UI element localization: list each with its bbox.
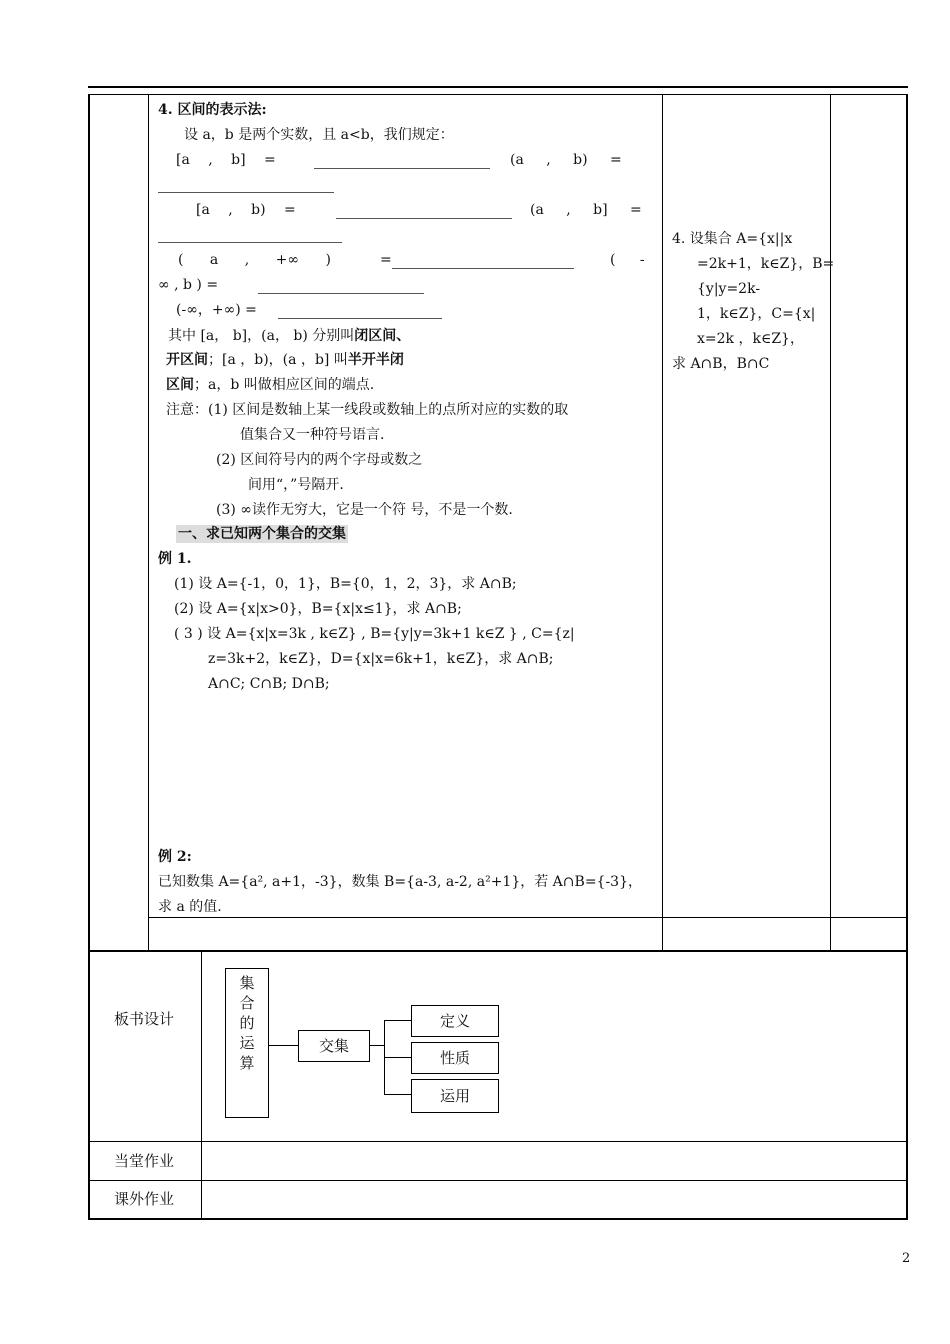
row-divider-extra — [88, 1180, 908, 1181]
label-col-divider — [201, 950, 202, 1220]
col-divider-2 — [662, 94, 663, 950]
board-mid-text: 交集 — [318, 1037, 349, 1055]
answer-blank — [336, 206, 512, 219]
answer-blank — [258, 281, 424, 294]
note-1b: 值集合又一种符号语言. — [240, 427, 385, 443]
interval-desc-3 — [166, 376, 374, 394]
homework-extra-label: 课外作业 — [114, 1190, 175, 1208]
row-divider-sub — [148, 917, 906, 918]
connector — [369, 1045, 385, 1046]
table-border-top — [88, 94, 908, 95]
note-2a: (2) 区间符号内的两个字母或数之 — [216, 452, 423, 468]
board-leaf-text: 定义 — [439, 1012, 470, 1030]
side-question-l5: x=2k ，k∈Z}， — [697, 331, 804, 347]
row-divider-board — [88, 950, 908, 952]
example2-label: 例 2: — [158, 849, 192, 865]
row-divider-class — [88, 1141, 908, 1142]
term-interval: 区间 — [166, 377, 194, 393]
answer-blank — [392, 256, 574, 269]
desc-text: ；[a ，b)，(a ，b] 叫 — [208, 352, 348, 368]
board-leaf-text: 性质 — [439, 1049, 470, 1067]
note-1a: 注意：(1) 区间是数轴上某一线段或数轴上的点所对应的实数的取 — [166, 402, 569, 418]
example1-q2: (2) 设 A={x|x>0}，B={x|x≤1}，求 A∩B; — [174, 601, 462, 617]
interval-intro: 设 a，b 是两个实数，且 a<b，我们规定： — [184, 127, 454, 143]
board-leaf-property — [411, 1042, 499, 1074]
homework-class-label: 当堂作业 — [114, 1152, 175, 1170]
interval-desc-1 — [168, 327, 410, 345]
notation-a-inf: ( a , +∞ ) — [178, 252, 331, 268]
desc-text: ；a，b 叫做相应区间的端点. — [194, 377, 375, 393]
example2-question-end: 求 a 的值. — [158, 899, 222, 915]
interval-desc-2 — [166, 351, 404, 369]
connector — [384, 1094, 411, 1095]
table-border-right — [906, 94, 908, 1220]
connector — [384, 1020, 411, 1021]
example1-q3b: z=3k+2，k∈Z}，D={x|x=6k+1，k∈Z}，求 A∩B; — [208, 651, 554, 667]
notation-inf-b-start: ( - — [610, 252, 645, 268]
example1-q1: (1) 设 A={-1，0，1}，B={0，1，2，3}，求 A∩B; — [174, 576, 517, 592]
example1-q3a: ( 3 ) 设 A={x|x=3k , k∈Z} , B={y|y=3k+1 k∈Z } , C={z| — [174, 626, 575, 642]
board-root-box — [225, 968, 269, 1118]
answer-blank — [158, 230, 342, 243]
board-leaf-text: 运用 — [439, 1087, 470, 1105]
board-mid-box — [298, 1030, 370, 1062]
notation-closed: [a , b] = — [176, 152, 276, 168]
note-3: (3) ∞读作无穷大，它是一个符 号，不是一个数. — [216, 502, 513, 518]
table-border-bottom — [88, 1218, 908, 1220]
section-title: 一、求已知两个集合的交集 — [178, 526, 346, 542]
notation-left-closed: [a , b) = — [196, 202, 296, 218]
example1-label: 例 1. — [158, 551, 192, 567]
col-divider-3 — [830, 94, 831, 950]
col-divider-1 — [148, 94, 149, 950]
note-2b: 间用“，”号隔开. — [248, 477, 344, 493]
connector — [268, 1045, 298, 1046]
term-closed-interval: 闭区间、 — [354, 328, 411, 344]
example2-question: 已知数集 A={a², a+1，-3}，数集 B={a-3, a-2, a²+1}，若 A∩B={-3}， — [158, 874, 642, 890]
table-border-left — [88, 94, 90, 1220]
term-open-interval: 开区间 — [166, 352, 208, 368]
side-question-l1: 4. 设集合 A={x||x — [672, 231, 793, 247]
interval-heading: 4. 区间的表示法: — [158, 102, 267, 118]
side-question-l6: 求 A∩B，B∩C — [672, 356, 770, 372]
board-leaf-application — [411, 1079, 499, 1113]
page-number: 2 — [902, 1251, 911, 1266]
connector — [384, 1057, 411, 1058]
side-question-l4: 1，k∈Z}，C={x| — [697, 306, 816, 322]
notation-all: (-∞，+∞) = — [176, 302, 257, 318]
notation-right-closed: (a , b] = — [530, 202, 642, 218]
answer-blank — [314, 156, 490, 169]
side-question-l3: {y|y=2k- — [697, 281, 761, 297]
notation-a-inf-eq: = — [380, 252, 392, 268]
board-leaf-definition — [411, 1005, 499, 1037]
answer-blank — [158, 180, 334, 193]
side-question-l2: =2k+1，k∈Z}，B= — [697, 256, 835, 272]
header-rule — [88, 86, 908, 88]
answer-blank — [278, 306, 442, 319]
notation-inf-b: ∞ , b ) = — [158, 277, 219, 293]
board-root-text: 集合的运算 — [239, 974, 255, 1072]
desc-text: 其中 [a， b]，(a， b) 分别叫 — [168, 328, 355, 344]
notation-open: (a , b) = — [510, 152, 622, 168]
board-label: 板书设计 — [114, 1010, 175, 1028]
example1-q3c: A∩C; C∩B; D∩B; — [208, 676, 330, 692]
term-half-open: 半开半闭 — [347, 352, 404, 368]
